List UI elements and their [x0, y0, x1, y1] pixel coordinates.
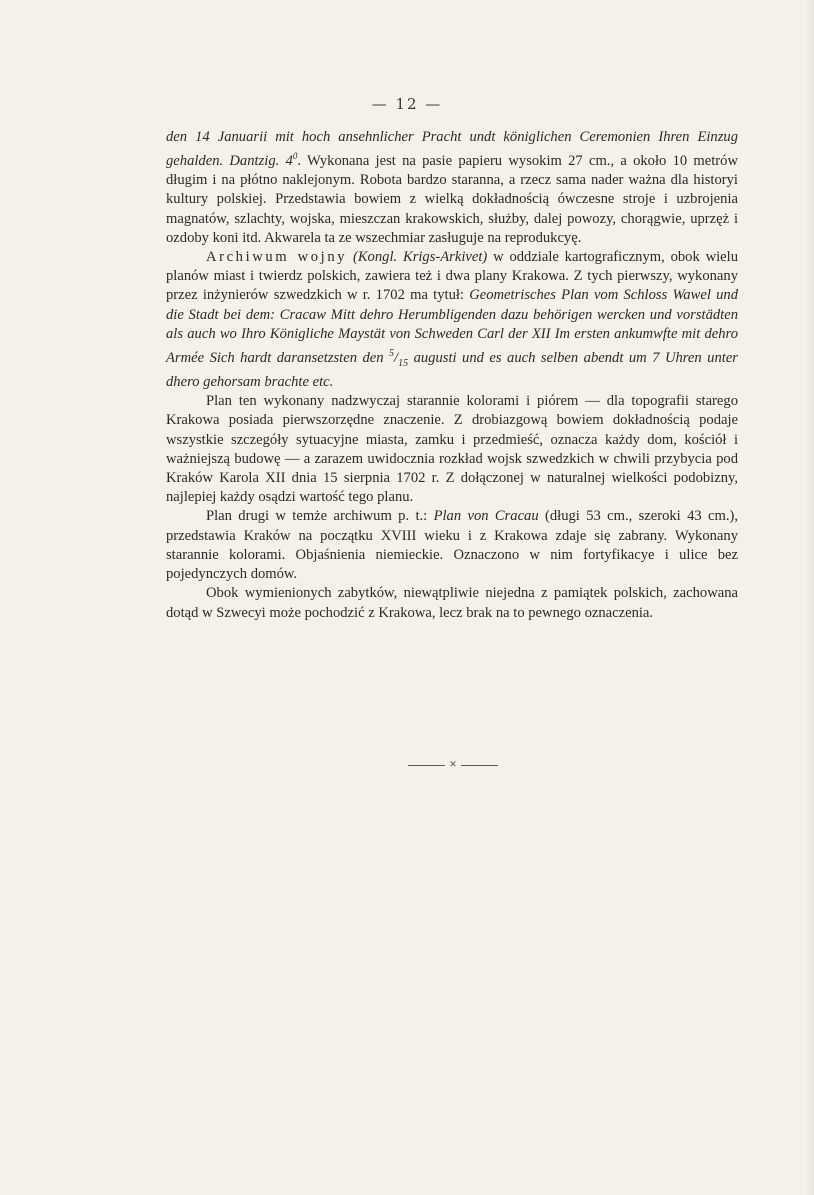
divider-rule-right: [461, 765, 498, 766]
plan-von-cracau-title: Plan von Cracau: [433, 508, 539, 525]
page-number: — 12 —: [371, 95, 443, 113]
format-degree: 0: [292, 151, 298, 162]
archive-name: Archiwum wojny: [206, 249, 348, 266]
paragraph-4-text-a: Plan drugi w temże archiwum p. t.:: [206, 508, 434, 525]
plan-title-german-end: augusti und es auch selben abendt um 7 Uhren unter dhero gehorsam brachte etc.: [166, 349, 738, 391]
divider-rule-left: [408, 765, 445, 766]
paragraph-3: Plan ten wykonany nadzwyczaj starannie kolorami i piórem — dla topografii starego Krakowa posiada pierwszorzędne znaczenie. Z drobiazgową bowiem dokładnością podaje wszystkie szczegóły sytuacyjne miasta, zamku i przedmieść, oznacza każdy dom, kościół i ważniejszą budowę — a zarazem uwidocznia rozkład wojsk szwedzkich w chwili przybycia pod Kraków Karola XII dnia 15 sierpnia 1702 r. Z dołączonej w naturalnej wielkości podobizny, najlepiej każdy osądzi wartość tego planu.: [166, 393, 738, 506]
paragraph-2-text: w oddziale kartograficznym, obok wielu planów miast i twierdz polskich, zawiera też i dwa plany Krakowa. Z tych pierwszy, wykonany przez inżynierów szwedzkich w r. 1702 ma tytuł:: [166, 249, 739, 304]
paragraph-1-text: . Wykonana jest na pasie papieru wysokim 27 cm., a około 10 metrów długim i na płótno naklejonym. Robota bardzo staranna, a rzecz sama nader ważna dla historyi kultury polskiej. Przedstawia bowiem z wielką dokładnością ówczesne stroje i uzbrojenia magnatów, szlachty, wojska, mieszczan krakowskich, służby, dalej powozy, chorągwie, uprzęż i ozdoby koni itd. Akwarela ta ze wszechmiar zasługuje na reprodukcyę.: [166, 153, 739, 246]
body-text: [166, 128, 738, 623]
archive-swedish-name: (Kongl. Krigs-Arkivet): [352, 249, 488, 266]
paragraph-1: [166, 128, 738, 248]
paragraph-5: Obok wymienionych zabytków, niewątpliwie niejedna z pamiątek polskich, zachowana dotąd w Szwecyi może pochodzić z Krakowa, lecz brak na to pewnego oznaczenia.: [166, 585, 738, 621]
paragraph-4: [166, 507, 738, 584]
paragraph-2: Archiwum wojny (Kongl. Krigs-Arkivet) w oddziale kartograficznym, obok wielu planów miast i twierdz polskich, zawiera też i dwa plany Krakowa. Z tych pierwszy, wykonany przez inżynierów szwedzkich w r. 1702 ma tytuł: Geometrisches Plan vom Schloss Wawel und die Stadt bei dem: Cracaw Mitt dehro Herumbligenden dazu behörigen wercken und vorstädten als auch wo Ihro Königliche Maystät von Schweden Carl der XII Im ersten ankumwfte mit dehro Armée Sich hardt daransetzsten den $^5/_{15}$ augusti und es auch selben abendt um 7 Uhren unter dhero gehorsam brachte etc.: [166, 249, 739, 391]
paragraph-4-text-b: (długi 53 cm., szeroki 43 cm.), przedstawia Kraków na początku XVIII wieku i z Krakowa zdaje się zabrany. Wykonany starannie kolorami. Objaśnienia niemieckie. Oznaczono w nim fortyfikacye i ulice bez pojedynczych domów.: [166, 508, 738, 583]
fraction-denominator: 15: [398, 357, 409, 369]
page-edge-shadow: [806, 0, 814, 1195]
german-quote: den 14 Januarii mit hoch ansehnlicher Pracht undt königlichen Ceremonien Ihren Einzug gehalden. Dantzig. 4: [166, 129, 738, 170]
plan-title-german: Geometrisches Plan vom Schloss Wawel und die Stadt bei dem: Cracaw Mitt dehro Herumbligenden dazu behörigen wercken und vorstädten als auch wo Ihro Königliche Maystät von Schweden Carl der XII Im ersten ankumwfte mit dehro Armée Sich hardt daransetzsten den: [166, 287, 738, 366]
section-divider: [408, 760, 498, 770]
divider-ornament-icon: ✕: [449, 760, 457, 770]
fraction-numerator: 5: [389, 348, 395, 360]
